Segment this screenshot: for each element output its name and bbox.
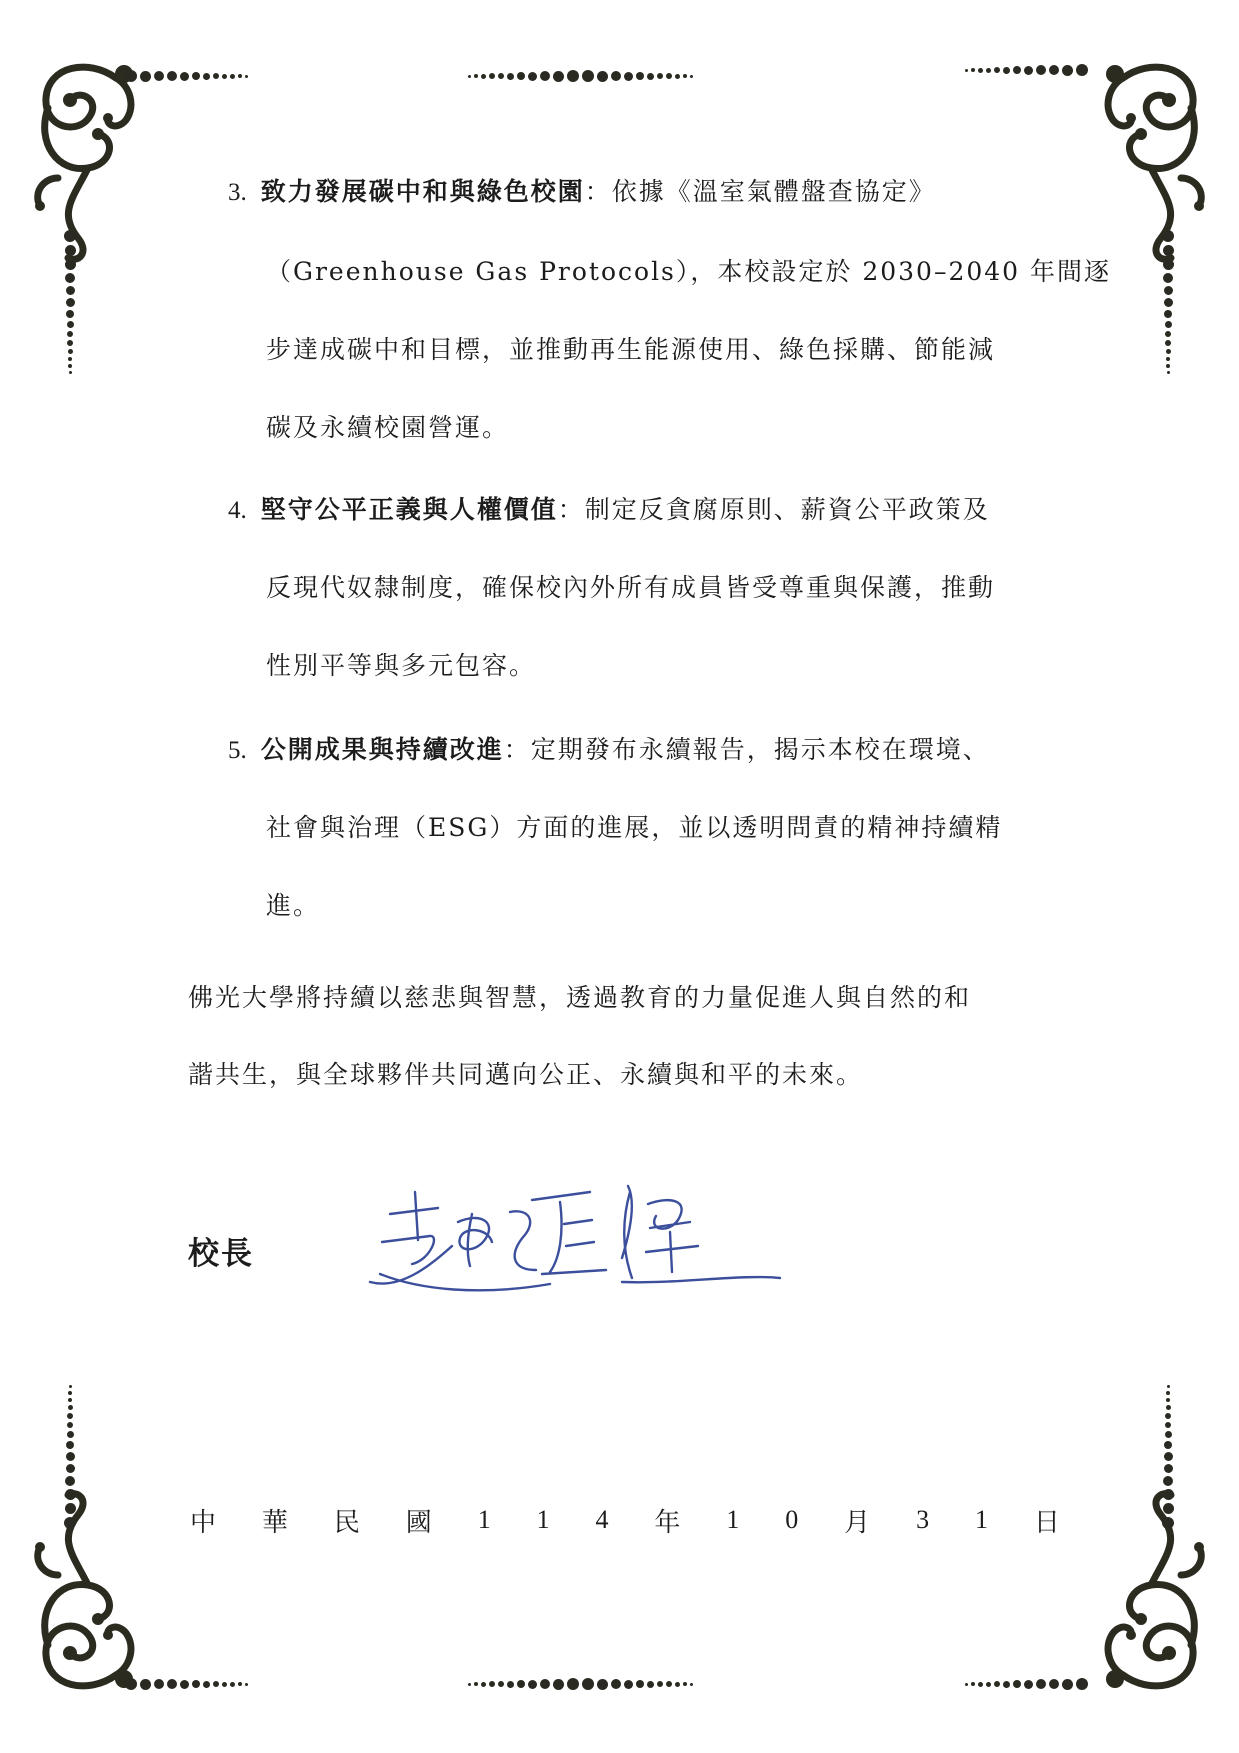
border-dot xyxy=(567,70,579,82)
border-dot xyxy=(66,310,74,318)
item-text: ：依據《溫室氣體盤查協定》 xyxy=(584,177,936,206)
border-dot xyxy=(468,75,471,78)
item-number: 5. xyxy=(228,737,247,764)
closing-line-2: 諧共生，與全球夥伴共同邁向公正、永續與和平的未來。 xyxy=(188,1060,864,1089)
border-dot xyxy=(553,1679,564,1690)
border-dot xyxy=(647,1681,654,1688)
border-dot xyxy=(1166,1391,1170,1395)
border-dot xyxy=(222,1682,227,1687)
border-dot xyxy=(67,1413,73,1419)
date-char: 民 xyxy=(333,1507,360,1538)
border-dot xyxy=(203,73,210,80)
date-line xyxy=(190,1500,1060,1540)
border-dot xyxy=(657,1681,663,1687)
border-dot xyxy=(66,1452,75,1461)
border-dot xyxy=(245,1683,248,1686)
dot-border-top-left xyxy=(125,68,248,84)
border-dot xyxy=(1164,298,1173,307)
border-dot xyxy=(68,1398,72,1402)
border-dot xyxy=(1164,310,1172,318)
border-dot xyxy=(1164,1441,1172,1449)
date-digit: 0 xyxy=(785,1505,799,1534)
border-dot xyxy=(1013,66,1021,74)
item-line xyxy=(266,568,995,604)
border-dot xyxy=(1163,273,1173,283)
border-dot xyxy=(468,1683,471,1686)
border-dot xyxy=(978,1682,983,1687)
border-dot xyxy=(67,1431,74,1438)
border-dot xyxy=(140,71,151,82)
border-dot xyxy=(65,259,76,270)
item-text: 步達成碳中和目標，並推動再生能源使用、綠色採購、節能減 xyxy=(266,335,996,364)
border-dot xyxy=(180,1680,189,1689)
date-digit: 1 xyxy=(974,1505,988,1534)
border-dot xyxy=(213,1681,219,1687)
item-line xyxy=(228,490,990,526)
border-dot xyxy=(230,1682,235,1687)
border-dot xyxy=(203,1681,210,1688)
border-dot xyxy=(498,1681,504,1687)
dot-border-bottom-right xyxy=(965,1676,1088,1692)
border-dot xyxy=(666,73,672,79)
item-number: 3. xyxy=(228,179,247,206)
border-dot xyxy=(647,73,654,80)
border-dot xyxy=(1003,67,1010,74)
border-dot xyxy=(474,1682,478,1686)
president-label: 校長 xyxy=(188,1236,254,1272)
border-dot xyxy=(986,68,991,73)
border-dot xyxy=(1166,357,1170,361)
border-dot xyxy=(517,1680,525,1688)
border-dot xyxy=(167,71,177,81)
border-dot xyxy=(1165,340,1171,346)
border-dot xyxy=(666,1681,672,1687)
border-dot xyxy=(986,1682,991,1687)
border-dot xyxy=(1163,245,1174,256)
border-dot xyxy=(507,73,514,80)
border-dot xyxy=(68,349,73,354)
border-dot xyxy=(69,1385,72,1388)
border-dot xyxy=(125,70,137,82)
border-dot xyxy=(1162,1517,1174,1529)
border-dot xyxy=(657,73,663,79)
date-char: 華 xyxy=(261,1507,288,1538)
border-dot xyxy=(489,73,495,79)
border-dot xyxy=(690,75,693,78)
border-dot xyxy=(1062,1679,1073,1690)
border-dot xyxy=(489,1681,495,1687)
border-dot xyxy=(624,1680,633,1689)
border-dot xyxy=(636,1680,644,1688)
border-dot xyxy=(1166,1398,1170,1402)
border-dot xyxy=(683,74,687,78)
border-dot xyxy=(553,71,564,82)
border-dot xyxy=(238,74,242,78)
item-heading: 堅守公平正義與人權價值 xyxy=(260,495,558,524)
border-dot xyxy=(222,74,227,79)
border-dot xyxy=(1024,1680,1033,1689)
border-dot xyxy=(65,1489,76,1500)
dot-border-left-top xyxy=(62,230,78,374)
border-dot xyxy=(1036,65,1046,75)
border-dot xyxy=(1167,371,1170,374)
border-dot xyxy=(528,1680,537,1689)
date-digit: 1 xyxy=(536,1505,550,1534)
border-dot xyxy=(1162,230,1174,242)
border-dot xyxy=(140,1679,151,1690)
border-dot xyxy=(624,72,633,81)
item-line xyxy=(266,330,995,366)
item-line xyxy=(266,252,1111,288)
border-dot xyxy=(1166,349,1171,354)
dot-border-top-center xyxy=(468,68,693,84)
border-dot xyxy=(68,1391,72,1395)
border-dot xyxy=(675,1682,680,1687)
border-dot xyxy=(1165,1422,1171,1428)
item-text: （Greenhouse Gas Protocols），本校設定於 2030–2040 年間逐 xyxy=(266,257,1112,286)
border-dot xyxy=(1036,1679,1046,1689)
border-dot xyxy=(597,71,608,82)
border-dot xyxy=(1164,1464,1173,1473)
border-dot xyxy=(528,72,537,81)
item-line xyxy=(266,408,509,444)
border-dot xyxy=(675,74,680,79)
item-line xyxy=(266,808,1002,844)
border-dot xyxy=(1076,64,1088,76)
border-dot xyxy=(125,1678,137,1690)
border-dot xyxy=(1049,1679,1059,1689)
border-dot xyxy=(167,1679,177,1689)
border-dot xyxy=(971,68,975,72)
date-month-unit: 月 xyxy=(844,1507,871,1538)
border-dot xyxy=(683,1682,687,1686)
border-dot xyxy=(69,371,72,374)
border-dot xyxy=(994,1681,1000,1687)
border-dot xyxy=(68,357,72,361)
border-dot xyxy=(690,1683,693,1686)
date-day-unit: 日 xyxy=(1033,1507,1060,1538)
border-dot xyxy=(1062,65,1073,76)
border-dot xyxy=(64,230,76,242)
border-dot xyxy=(611,1679,621,1689)
border-dot xyxy=(192,1680,200,1688)
dot-border-right-top xyxy=(1160,230,1176,374)
border-dot xyxy=(1167,1385,1170,1388)
border-dot xyxy=(66,1464,75,1473)
border-dot xyxy=(994,67,1000,73)
border-dot xyxy=(245,75,248,78)
border-dot xyxy=(64,1517,76,1529)
item-text: 進。 xyxy=(266,891,321,920)
corner-ornament-bottom-left xyxy=(18,1485,153,1705)
item-line xyxy=(266,886,320,922)
border-dot xyxy=(213,73,219,79)
border-dot xyxy=(481,74,486,79)
border-dot xyxy=(1164,286,1173,295)
date-digit: 1 xyxy=(477,1505,491,1534)
border-dot xyxy=(230,74,235,79)
item-text: 性別平等與多元包容。 xyxy=(266,651,537,680)
border-dot xyxy=(611,71,621,81)
dot-border-bottom-left xyxy=(125,1676,248,1692)
border-dot xyxy=(154,71,164,81)
corner-ornament-bottom-right xyxy=(1086,1485,1221,1705)
date-digit: 1 xyxy=(726,1505,740,1534)
item-text: 反現代奴隸制度，確保校內外所有成員皆受尊重與保護，推動 xyxy=(266,573,996,602)
border-dot xyxy=(507,1681,514,1688)
border-dot xyxy=(1166,364,1170,368)
border-dot xyxy=(68,364,72,368)
border-dot xyxy=(481,1682,486,1687)
border-dot xyxy=(1163,1503,1174,1514)
border-dot xyxy=(238,1682,242,1686)
border-dot xyxy=(1013,1680,1021,1688)
border-dot xyxy=(66,298,75,307)
border-dot xyxy=(1166,1405,1171,1410)
border-dot xyxy=(65,245,76,256)
item-text: ：制定反貪腐原則、薪資公平政策及 xyxy=(557,495,990,524)
item-line xyxy=(266,646,536,682)
border-dot xyxy=(180,72,189,81)
border-dot xyxy=(965,69,968,72)
dot-border-bottom-center xyxy=(468,1676,693,1692)
date-digit: 4 xyxy=(595,1505,609,1534)
item-text: 碳及永續校園營運。 xyxy=(266,413,510,442)
border-dot xyxy=(978,68,983,73)
border-dot xyxy=(1164,1452,1173,1461)
border-dot xyxy=(1165,331,1171,337)
handwritten-signature xyxy=(360,1162,830,1312)
date-digit: 3 xyxy=(916,1505,930,1534)
border-dot xyxy=(540,71,550,81)
border-dot xyxy=(498,73,504,79)
border-dot xyxy=(67,1422,73,1428)
border-dot xyxy=(965,1683,968,1686)
border-dot xyxy=(65,1476,75,1486)
border-dot xyxy=(65,273,75,283)
border-dot xyxy=(1049,65,1059,75)
border-dot xyxy=(636,72,644,80)
border-dot xyxy=(1165,1413,1171,1419)
dot-border-left-bottom xyxy=(62,1385,78,1529)
border-dot xyxy=(66,286,75,295)
item-text: 社會與治理（ESG）方面的進展，並以透明問責的精神持續精 xyxy=(266,813,1003,842)
border-dot xyxy=(66,1441,74,1449)
border-dot xyxy=(1163,1476,1173,1486)
border-dot xyxy=(1003,1681,1010,1688)
border-dot xyxy=(597,1679,608,1690)
border-dot xyxy=(1163,1489,1174,1500)
border-dot xyxy=(67,321,74,328)
border-dot xyxy=(971,1682,975,1686)
border-dot xyxy=(1163,259,1174,270)
item-heading: 公開成果與持續改進 xyxy=(260,735,504,764)
dot-border-right-bottom xyxy=(1160,1385,1176,1529)
border-dot xyxy=(192,72,200,80)
dot-border-top-right xyxy=(965,62,1088,78)
border-dot xyxy=(582,70,594,82)
border-dot xyxy=(67,340,73,346)
border-dot xyxy=(1024,66,1033,75)
border-dot xyxy=(567,1678,579,1690)
closing-line-1: 佛光大學將持續以慈悲與智慧，透過教育的力量促進人與自然的和 xyxy=(188,983,972,1012)
item-heading: 致力發展碳中和與綠色校園 xyxy=(260,177,585,206)
item-number: 4. xyxy=(228,497,247,524)
border-dot xyxy=(474,74,478,78)
item-line xyxy=(228,172,936,208)
item-text: ：定期發布永續報告，揭示本校在環境、 xyxy=(503,735,990,764)
border-dot xyxy=(582,1678,594,1690)
border-dot xyxy=(65,1503,76,1514)
border-dot xyxy=(67,331,73,337)
item-line xyxy=(228,730,990,766)
border-dot xyxy=(1165,1431,1172,1438)
date-char: 中 xyxy=(190,1507,217,1538)
date-char: 國 xyxy=(405,1507,432,1538)
border-dot xyxy=(68,1405,73,1410)
border-dot xyxy=(1076,1678,1088,1690)
border-dot xyxy=(1165,321,1172,328)
border-dot xyxy=(154,1679,164,1689)
date-year-unit: 年 xyxy=(654,1507,681,1538)
border-dot xyxy=(540,1679,550,1689)
corner-ornament-top-right xyxy=(1086,48,1221,268)
border-dot xyxy=(517,72,525,80)
